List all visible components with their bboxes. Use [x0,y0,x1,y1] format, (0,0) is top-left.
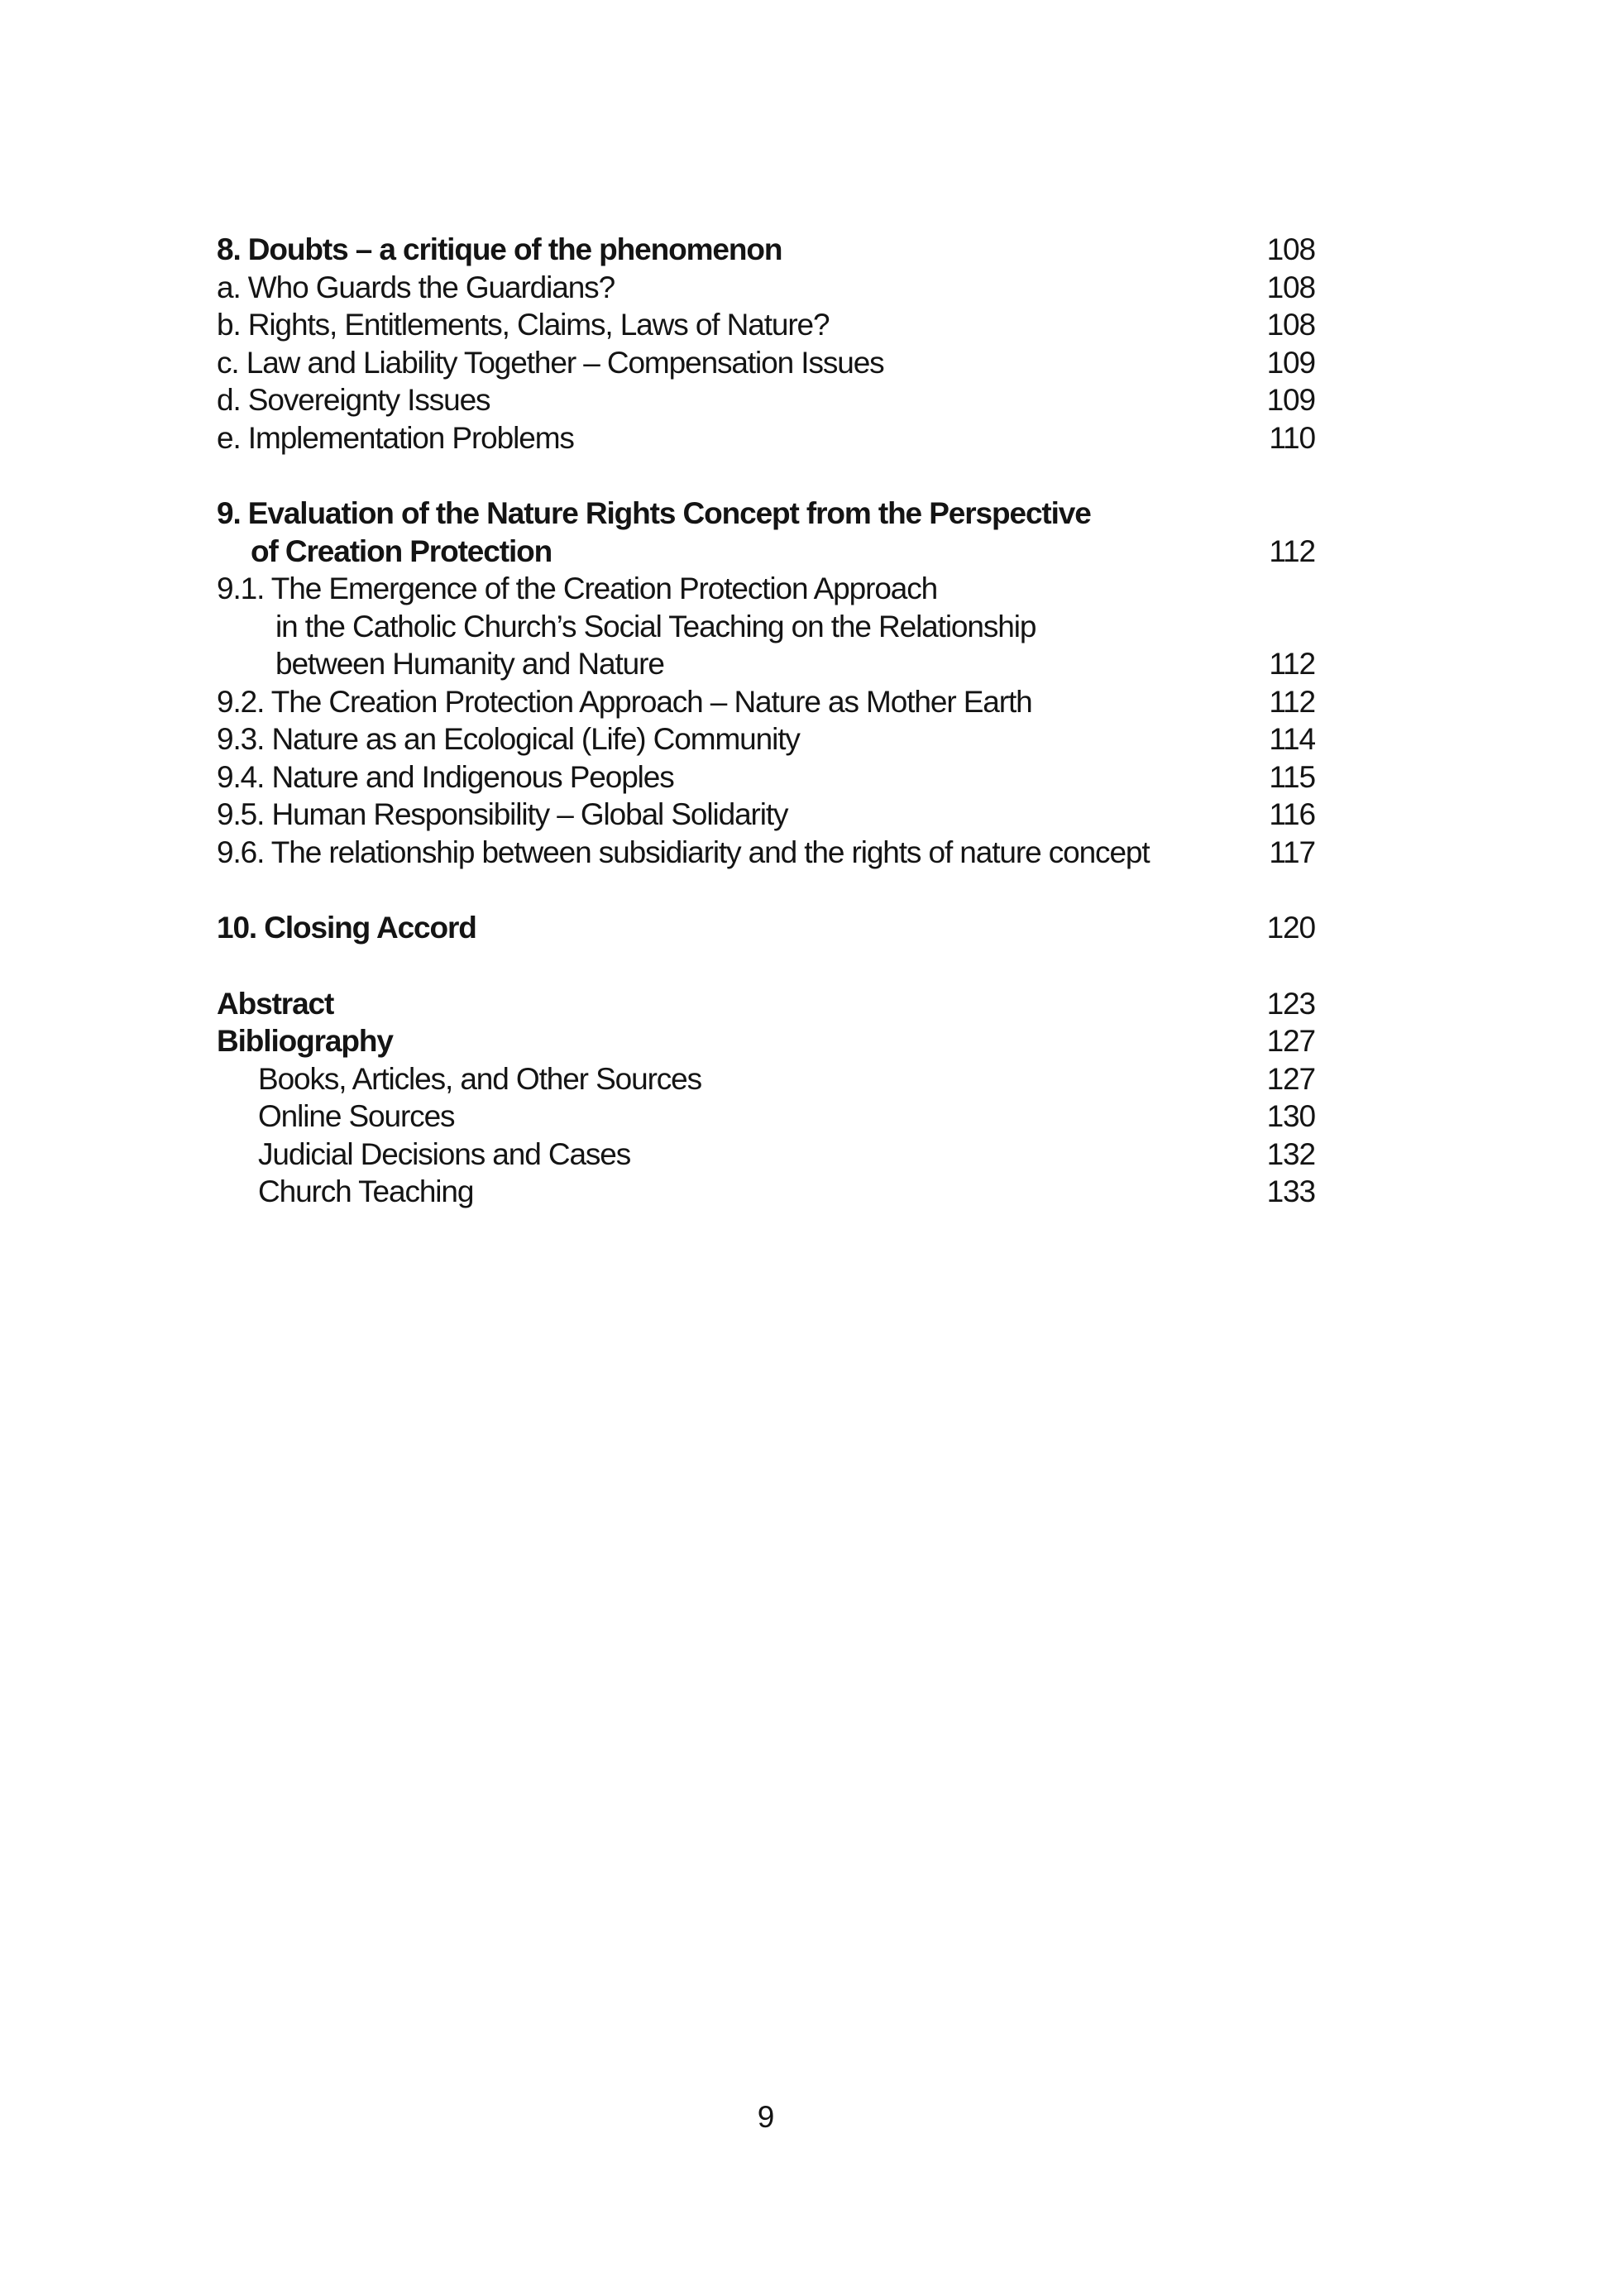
toc-entry-text: 9.1. The Emergence of the Creation Protection Approach [217,572,938,605]
toc-entry-text: Books, Articles, and Other Sources [258,1061,702,1096]
toc-entry-page: 123 [1266,986,1315,1021]
toc-entry-text: Bibliography [217,1024,393,1058]
toc-entry-page: 132 [1266,1136,1315,1171]
toc-entry-text: a. Who Guards the Guardians? [217,270,615,304]
toc-entry-page: 110 [1269,420,1315,455]
page-number: 9 [757,2100,775,2134]
toc-entry-text: Judicial Decisions and Cases [258,1136,631,1171]
toc-entry-page: 117 [1269,835,1315,869]
toc-entry-page: 120 [1266,911,1315,945]
toc-entry [217,570,1315,608]
toc-entry [217,683,1315,721]
toc-entry-page: 112 [1269,684,1315,719]
toc-entry-page: 127 [1266,1061,1315,1096]
toc-entry-text: in the Catholic Church’s Social Teaching on the Relationship [275,609,1036,643]
toc-entry [217,796,1315,834]
toc-entry-text: d. Sovereignty Issues [217,383,490,417]
toc-entry-page: 127 [1266,1024,1315,1058]
toc-entry-text: c. Law and Liability Together – Compensation Issues [217,345,884,380]
toc-entry [217,419,1315,457]
toc-entry [217,1060,1315,1098]
toc-entry-page: 108 [1266,270,1315,304]
toc-entry [217,381,1315,419]
toc-entry [217,834,1315,872]
toc-entry-text: 9.5. Human Responsibility – Global Solidarity [217,797,788,831]
toc-entry-page: 112 [1269,647,1315,681]
toc-entry-text: 9.4. Nature and Indigenous Peoples [217,759,674,794]
toc-entry-page: 108 [1266,232,1315,266]
toc-entry-text: between Humanity and Nature [275,647,664,681]
toc-entry [217,1173,1315,1211]
toc-entry-page: 114 [1269,722,1315,756]
page-footer [217,2098,1315,2136]
table-of-contents [217,231,1315,1211]
toc-entry [217,720,1315,758]
toc-entry [217,758,1315,796]
toc-entry-page: 108 [1266,308,1315,342]
toc-entry-text: 9.2. The Creation Protection Approach – Nature as Mother Earth [217,684,1032,719]
toc-entry-text: Abstract [217,986,334,1021]
toc-entry-text: 8. Doubts – a critique of the phenomenon [217,232,782,266]
toc-entry [217,269,1315,307]
toc-entry-text: 9.3. Nature as an Ecological (Life) Community [217,722,800,756]
toc-entry-text: Church Teaching [258,1174,474,1208]
toc-entry-text: Online Sources [258,1099,455,1133]
toc-entry-text: 10. Closing Accord [217,911,476,945]
toc-entry [217,645,1315,683]
toc-entry [217,533,1315,571]
toc-entry-text: b. Rights, Entitlements, Claims, Laws of Nature? [217,308,830,342]
toc-entry-text: 9. Evaluation of the Nature Rights Concept from the Perspective [217,496,1091,530]
toc-entry-page: 116 [1269,797,1315,831]
toc-entry [217,1022,1315,1060]
toc-entry-text: of Creation Protection [251,533,552,568]
toc-entry-page: 109 [1266,345,1315,380]
toc-entry-page: 115 [1269,759,1315,794]
toc-entry [217,231,1315,269]
toc-entry [217,985,1315,1023]
toc-entry [217,344,1315,382]
toc-entry [217,495,1315,533]
toc-entry [217,608,1315,646]
toc-entry [217,909,1315,947]
toc-entry-page: 112 [1269,533,1315,568]
toc-entry-page: 109 [1266,383,1315,417]
toc-entry [217,306,1315,344]
toc-entry-text: e. Implementation Problems [217,420,574,455]
toc-entry-page: 133 [1266,1174,1315,1208]
toc-entry-page: 130 [1266,1099,1315,1133]
toc-entry [217,1136,1315,1174]
toc-entry-text: 9.6. The relationship between subsidiarity and the rights of nature concept [217,835,1150,869]
toc-entry [217,1098,1315,1136]
